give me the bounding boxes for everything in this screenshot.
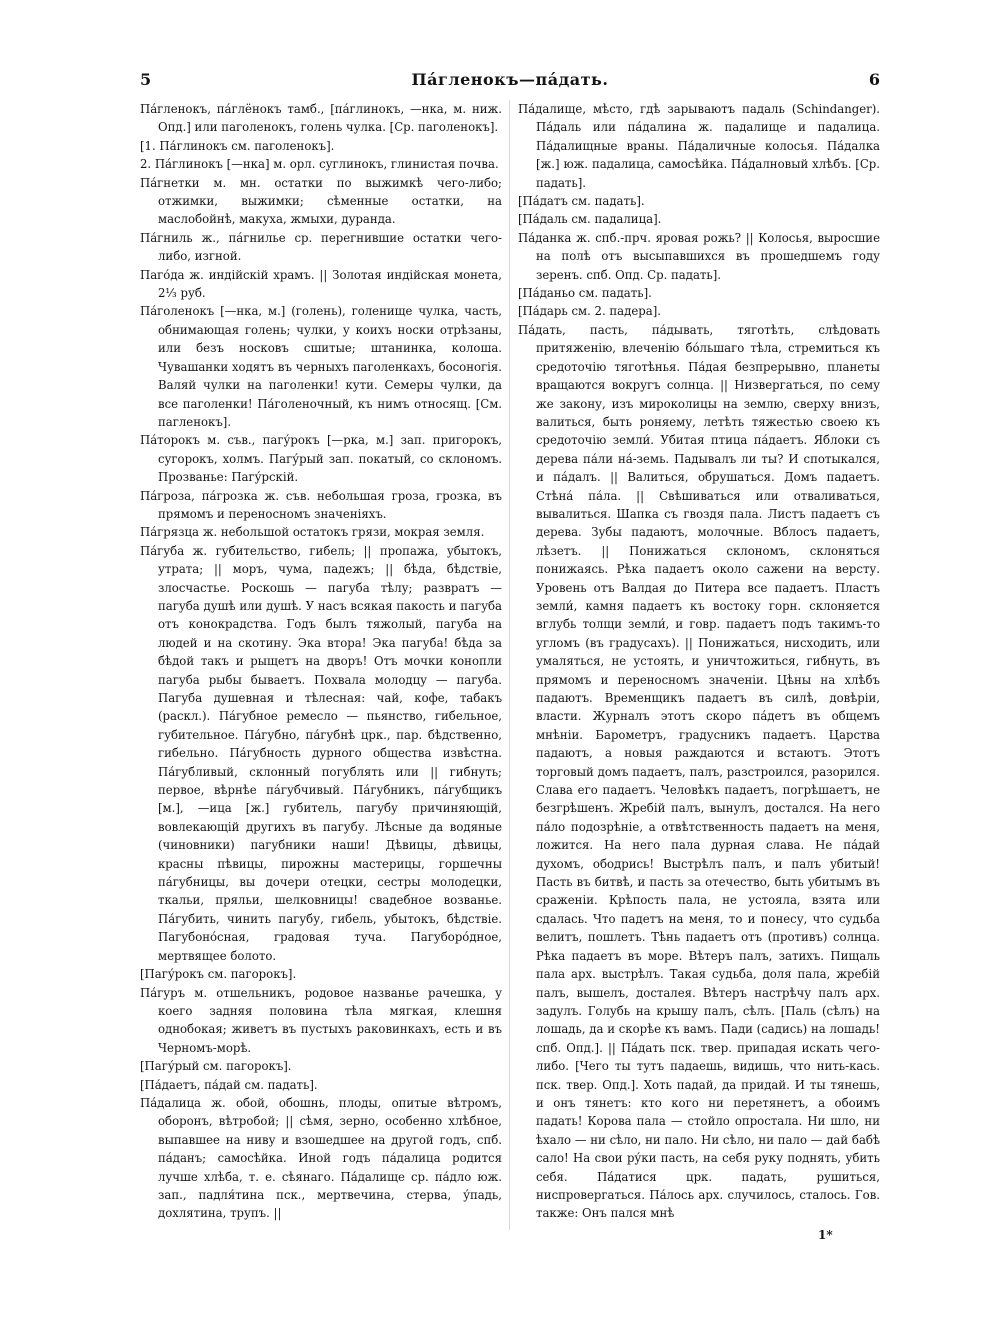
dictionary-entry: Па́далица ж. обой, обошнь, плоды, опитые вѣтромъ, оборонъ, вѣтробой; || сѣмя, зерно, особенно хлѣбное, выпавшее на ниву и взошедшее на другой годъ, спб. па́данъ; самосѣйка. Иной годъ па́далица родится лучше хлѣба, т. е. сѣянаго. Па́далище ср. па́дло юж. зап., падля́тина пск., мертвечина, стерва, у́падь, дохлятина, трупъ. || — [140, 1095, 502, 1221]
dictionary-entry: Па́гнетки м. мн. остатки по выжимкѣ чего-либо; отжимки, выжимки; сѣменные остатки, на маслобойнѣ, макуха, жмыхи, дуранда. — [140, 175, 502, 227]
right-column — [518, 100, 880, 1223]
dictionary-entry: [Па́дарь см. 2. падера]. — [518, 304, 661, 319]
dictionary-entry: Па́дать, пасть, па́дывать, тяготѣть, слѣдовать притяженію, влеченію бо́льшаго тѣла, стремиться къ средоточію тяготѣнья. Па́дая безпрерывно, планеты вращаются вокругъ солнца. || Низвергаться, по сему же закону, изъ мироколицы на землю, сверху внизъ, валиться, быть роняему, летѣть тяжестью своею къ средоточію земли́. Убитая птица па́даетъ. Яблоки съ дерева па́ли на́-земь. Падывалъ ли ты? И спотыкался, и па́далъ. || Валиться, обрушаться. Домъ падаетъ. Стѣна́ па́ла. || Свѣшиваться или отваливаться, вывалиться. Шапка съ гвоздя пала. Листъ падаетъ съ дерева. Зубы падаютъ, молочные. Вблосъ падаетъ, лѣзетъ. || Понижаться склономъ, склоняться понижаясь. Рѣка падаетъ около сажени на версту. Уровень отъ Валдая до Питера все падаетъ. Пластъ земли́, камня падаетъ къ востоку горн. склоняется вглубь толщи земли́, и говр. падаетъ подъ такимъ-то угломъ (въ градусахъ). || Понижаться, нисходить, или умаляться, не устоять, и уничтожиться, гибнуть, въ прямомъ и переносномъ значеніи. Цѣны на хлѣбъ падаютъ. Временщикъ падаетъ въ силѣ, довѣріи, власти. Журналъ этотъ скоро па́детъ въ общемъ мнѣніи. Барометръ, градусникъ падаетъ. Царства падаютъ, а новыя раждаются и встаютъ. Этотъ торговый домъ падаетъ, палъ, разстроился, разорился. Слава его падаетъ. Человѣкъ падаетъ, погрѣшаетъ, не безгрѣшенъ. Жребій палъ, вынулъ, достался. На него па́ло подозрѣніе, а отвѣтственность падаетъ на меня, ложится. На него пала дурная слава. Не па́дай духомъ, ободрись! Выстрѣлъ палъ, и палъ убитый! Пасть въ битвѣ, и пасть за отечество, быть убитымъ въ сраженіи. Крѣпость пала, не устояла, взята или сдалась. Что падетъ на меня, то и понесу, что судьба велитъ, пошлетъ. Тѣнь падаетъ отъ (противъ) солнца. Рѣка падаетъ въ море. Вѣтеръ палъ, затихъ. Пищаль пала арх. выстрѣлъ. Такая судьба, доля пала, жребій палъ, вышелъ, досталея. Вѣтеръ настрѣчу палъ арх. задулъ. Голубь на крышу палъ, сѣлъ. [Паль (сѣлъ) на лошадь, да и скорѣе къ вамъ. Пади (садись) на лошадь! спб. Опд.]. || Па́дать пск. твер. припадая искать чего-либо. [Чего ты тутъ падаешь, видишь, что нить-кась. пск. твер. Опд.]. Хоть падай, да придай. И ты тянешь, и онъ тянетъ: кто кого ни перетянетъ, а обоимъ падать! Корова пала — стойло опростала. Ни шло, ни ѣхало — ни сѣло, ни пало. Ни сѣло, ни пало — дай бабѣ сало! На свои ру́ки пасть, на себя руку поднять, убить себя. Па́датися црк. падать, рушиться, ниспровергаться. Па́лось арх. случилось, сталось. Гов. также: Онъ пался мнѣ — [518, 322, 880, 1221]
dictionary-entry: Па́гниль ж., па́гнилье ср. перегнившие остатки чего-либо, изгной. — [140, 230, 502, 264]
dictionary-entry: [Па́даль см. падалица]. — [518, 212, 662, 227]
dictionary-entry: Паго́да ж. индійскій храмъ. || Золотая индійская монета, 2⅓ руб. — [140, 267, 502, 301]
dictionary-entry: Па́данка ж. спб.-прч. яровая рожь? || Колосья, выросшие на полѣ отъ высыпавшихся въ прошедшемъ году зеренъ. спб. Опд. Ср. падать]. — [518, 230, 880, 282]
page-header — [140, 70, 880, 94]
dictionary-entry: Па́далище, мѣсто, гдѣ зарываютъ падаль (Schindanger). Па́даль или па́далина ж. падалище и падалица. Па́далищные враны. Па́даличные колосья. Па́далка [ж.] юж. падалица, самосѣйка. Па́далновый хлѣбъ. [Ср. падать]. — [518, 102, 880, 190]
dictionary-entry: [1. Па́глинокъ см. паголенокъ]. — [140, 138, 335, 153]
dictionary-entry: Па́торокъ м. съв., пагу́рокъ [—рка, м.] зап. пригорокъ, сугорокъ, холмъ. Пагу́рый зап. покатый, со склономъ. Прозванье: Пагу́рскій. — [140, 433, 502, 485]
dictionary-entry: [Пагу́рый см. пагорокъ]. — [140, 1059, 292, 1074]
dictionary-entry: Па́голенокъ [—нка, м.] (голень), голенище чулка, часть, обнимающая голень; чулки, у коихъ носки отрѣзаны, или безъ носковъ сшитые; штанинка, колоша. Чувашанки ходятъ въ черныхъ паголенкахъ, босоногія. Валяй чулки на паголенки! кути. Семеры чулки, да все паголенки! Па́голеночный, къ нимъ относящ. [См. пагленокъ]. — [140, 304, 502, 429]
dictionary-entry: Па́гуръ м. отшельникъ, родовое названье рачешка, у коего задняя половина тѣла мягкая, клешня однобокая; живетъ въ пустыхъ раковинкахъ, есть и въ Черномъ-морѣ. — [140, 985, 502, 1055]
column-divider — [509, 100, 510, 1230]
dictionary-entry: Па́гленокъ, па́глёнокъ тамб., [па́глинокъ, —нка, м. ниж. Опд.] или паголенокъ, голень чулка. [Ср. паголенокъ]. — [140, 102, 502, 135]
left-column — [140, 100, 502, 1223]
page-number-right: 6 — [868, 70, 880, 89]
dictionary-entry: 2. Па́глинокъ [—нка] м. орл. суглинокъ, глинистая почва. — [140, 157, 499, 172]
dictionary-entry: [Пагу́рокъ см. пагорокъ]. — [140, 967, 297, 982]
dictionary-entry: Па́гроза, па́грозка ж. съв. небольшая гроза, грозка, въ прямомъ и переносномъ значеніяхъ. — [140, 488, 502, 521]
dictionary-entry: [Па́датъ см. падать]. — [518, 194, 645, 209]
dictionary-entry: Па́губа ж. губительство, гибель; || пропажа, убытокъ, утрата; || моръ, чума, падежъ; || бѣда, бѣдствіе, злосчастье. Роскошь — пагуба тѣлу; развратъ — пагуба душѣ или душѣ. У насъ всякая пакость и пагуба отъ конокрадства. Годъ былъ тяжолый, пагуба на людей и на скотину. Эка втора! Эка пагуба! бѣда за бѣдой такъ и рыщетъ на дворъ! Отъ мочки конопли пагуба рыбы бываетъ. Похвала молодцу — пагуба. Пагуба душевная и тѣлесная: чай, кофе, табакъ (раскл.). Па́губное ремесло — пьянство, гибельное, губительное. Па́губно, па́губнѣ црк., пар. бѣдственно, гибельно. Па́губность дурного общества извѣстна. Па́губливый, склонный погублять или || гибнуть; первое, вѣрнѣе па́губчивый. Па́губникъ, па́губщикъ [м.], —ица [ж.] губитель, пагубу причиняющій, вовлекающій другихъ въ пагубу. Лѣсные да водяные (чиновники) пагубники наши! Дѣвицы, дѣвицы, красны пѣвицы, пирожны мастерицы, горшечны па́губницы, вы дочери отецки, сестры молодецки, ткальи, пряльи, шелковницы! свадебное возванье. Па́губить, чинить пагубу, гибель, убытокъ, бѣдствіе. Пагубоно́сная, градовая туча. Пагуборо́дное, мертвящее болото. — [140, 543, 502, 963]
dictionary-entry: [Па́даетъ, па́дай см. падать]. — [140, 1077, 318, 1092]
running-title: Па́гленокъ—па́дать. — [411, 70, 609, 89]
dictionary-entry: [Па́даньо см. падать]. — [518, 286, 652, 301]
signature-mark: 1* — [818, 1228, 833, 1242]
dictionary-entry: Па́грязца ж. небольшой остатокъ грязи, мокрая земля. — [140, 525, 485, 540]
page-number-left: 5 — [140, 70, 152, 89]
